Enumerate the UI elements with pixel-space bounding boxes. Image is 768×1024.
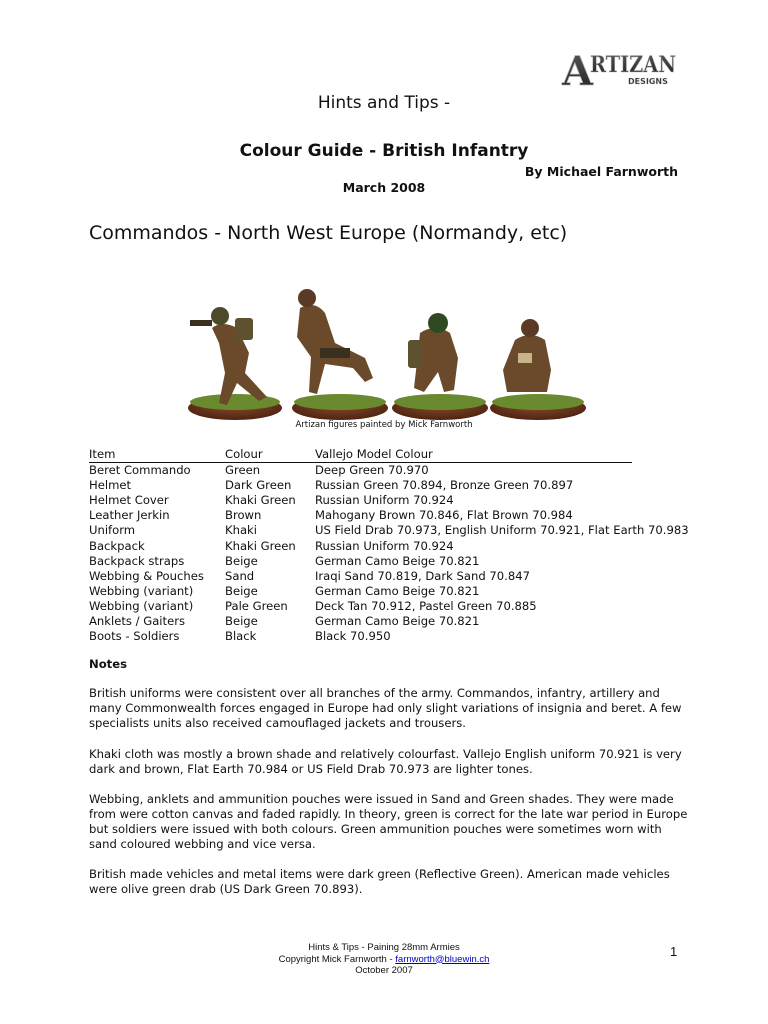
notes-paragraph: British made vehicles and metal items were dark green (Reflective Green). American made vehicles were olive green drab (US Dark Green 70.893). bbox=[89, 867, 670, 897]
cell-colour: Khaki Green bbox=[225, 538, 296, 553]
cell-vallejo: Black 70.950 bbox=[315, 629, 391, 644]
figure-3 bbox=[392, 313, 488, 420]
svg-text:A: A bbox=[562, 48, 594, 90]
table-row bbox=[89, 478, 635, 493]
notes-paragraph: Khaki cloth was mostly a brown shade and relatively colourfast. Vallejo English uniform 70.921 is very dark and brown, Flat Earth 70.984 or US Field Drab 70.973 are lighter tones. bbox=[89, 747, 682, 777]
header-item: Item bbox=[89, 447, 225, 463]
cell-vallejo: German Camo Beige 70.821 bbox=[315, 614, 480, 629]
cell-item: Backpack bbox=[89, 538, 145, 553]
cell-item: Leather Jerkin bbox=[89, 508, 170, 523]
cell-vallejo: US Field Drab 70.973, English Uniform 70.921, Flat Earth 70.983 bbox=[315, 523, 689, 538]
figure-1 bbox=[188, 307, 282, 420]
cell-item: Helmet Cover bbox=[89, 493, 169, 508]
cell-vallejo: Russian Green 70.894, Bronze Green 70.897 bbox=[315, 478, 574, 493]
footer-line-1: Hints & Tips - Paining 28mm Armies bbox=[308, 942, 460, 953]
cell-item: Backpack straps bbox=[89, 553, 185, 568]
cell-item: Uniform bbox=[89, 523, 136, 538]
cell-colour: Khaki Green bbox=[225, 493, 296, 508]
table-row bbox=[89, 614, 635, 629]
email-link[interactable]: farnworth@bluewin.ch bbox=[395, 953, 490, 965]
table-row bbox=[89, 599, 635, 614]
footer-copyright: Copyright Mick Farnworth - bbox=[278, 953, 396, 965]
cell-vallejo: Deck Tan 70.912, Pastel Green 70.885 bbox=[315, 598, 537, 613]
cell-colour: Sand bbox=[225, 568, 255, 583]
table-row bbox=[89, 569, 635, 584]
page-footer bbox=[0, 942, 768, 977]
cell-item: Webbing & Pouches bbox=[89, 568, 204, 583]
cell-colour: Beige bbox=[225, 553, 258, 568]
publication-date: March 2008 bbox=[342, 180, 426, 195]
cell-item: Helmet bbox=[89, 478, 132, 493]
figure-2 bbox=[292, 289, 388, 420]
table-row bbox=[89, 463, 635, 478]
table-row bbox=[89, 629, 635, 644]
cell-item: Webbing (variant) bbox=[89, 583, 194, 598]
cell-vallejo: Iraqi Sand 70.819, Dark Sand 70.847 bbox=[315, 568, 530, 583]
svg-text:RTIZAN: RTIZAN bbox=[590, 52, 676, 78]
cell-colour: Black bbox=[225, 629, 257, 644]
cell-vallejo: Russian Uniform 70.924 bbox=[315, 538, 454, 553]
cell-vallejo: German Camo Beige 70.821 bbox=[315, 583, 480, 598]
section-title: Commandos - North West Europe (Normandy, etc) bbox=[89, 222, 568, 244]
figure-4 bbox=[490, 319, 586, 420]
svg-text:DESIGNS: DESIGNS bbox=[628, 77, 668, 86]
cell-colour: Beige bbox=[225, 583, 258, 598]
colour-table bbox=[89, 447, 689, 644]
table-row bbox=[89, 539, 635, 554]
cell-vallejo: German Camo Beige 70.821 bbox=[315, 553, 480, 568]
notes-heading: Notes bbox=[89, 657, 127, 671]
artizan-logo bbox=[560, 45, 680, 90]
cell-item: Webbing (variant) bbox=[89, 598, 194, 613]
cell-item: Beret Commando bbox=[89, 463, 191, 478]
table-row bbox=[89, 493, 635, 508]
header-colour: Colour bbox=[225, 447, 315, 463]
page-title: Colour Guide - British Infantry bbox=[239, 141, 529, 161]
cell-vallejo: Russian Uniform 70.924 bbox=[315, 493, 454, 508]
table-row bbox=[89, 554, 635, 569]
page-number: 1 bbox=[670, 944, 678, 959]
cell-item: Boots - Soldiers bbox=[89, 629, 180, 644]
cell-vallejo: Mahogany Brown 70.846, Flat Brown 70.984 bbox=[315, 508, 573, 523]
cell-colour: Green bbox=[225, 463, 261, 478]
author-byline: By Michael Farnworth bbox=[524, 164, 678, 179]
figures-photo bbox=[180, 278, 590, 423]
table-row bbox=[89, 584, 635, 599]
notes-paragraph: Webbing, anklets and ammunition pouches were issued in Sand and Green shades. They were made from were cotton canvas and faded rapidly. In theory, green is correct for the late war period in Europe but soldiers were issued with both colours. Green ammunition pouches were sometimes worn with sand coloured webbing and vice versa. bbox=[89, 792, 688, 852]
cell-colour: Pale Green bbox=[225, 598, 288, 613]
footer-line-3: October 2007 bbox=[355, 965, 413, 976]
table-row bbox=[89, 508, 635, 523]
footer-line-2 bbox=[0, 954, 768, 966]
page-heading: Hints and Tips - bbox=[317, 93, 451, 113]
photo-caption: Artizan figures painted by Mick Farnworth bbox=[295, 420, 473, 430]
cell-colour: Dark Green bbox=[225, 478, 292, 493]
cell-colour: Brown bbox=[225, 508, 262, 523]
cell-colour: Beige bbox=[225, 614, 258, 629]
table-header bbox=[89, 447, 635, 463]
cell-vallejo: Deep Green 70.970 bbox=[315, 463, 429, 478]
cell-colour: Khaki bbox=[225, 523, 257, 538]
cell-item: Anklets / Gaiters bbox=[89, 614, 186, 629]
header-vallejo: Vallejo Model Colour bbox=[315, 447, 632, 463]
table-row bbox=[89, 523, 689, 538]
notes-paragraph: British uniforms were consistent over all branches of the army. Commandos, infantry, artillery and many Commonwealth forces engaged in Europe had only slight variations of insignia and beret. A few specialists units also received camouflaged jackets and trousers. bbox=[89, 686, 682, 731]
